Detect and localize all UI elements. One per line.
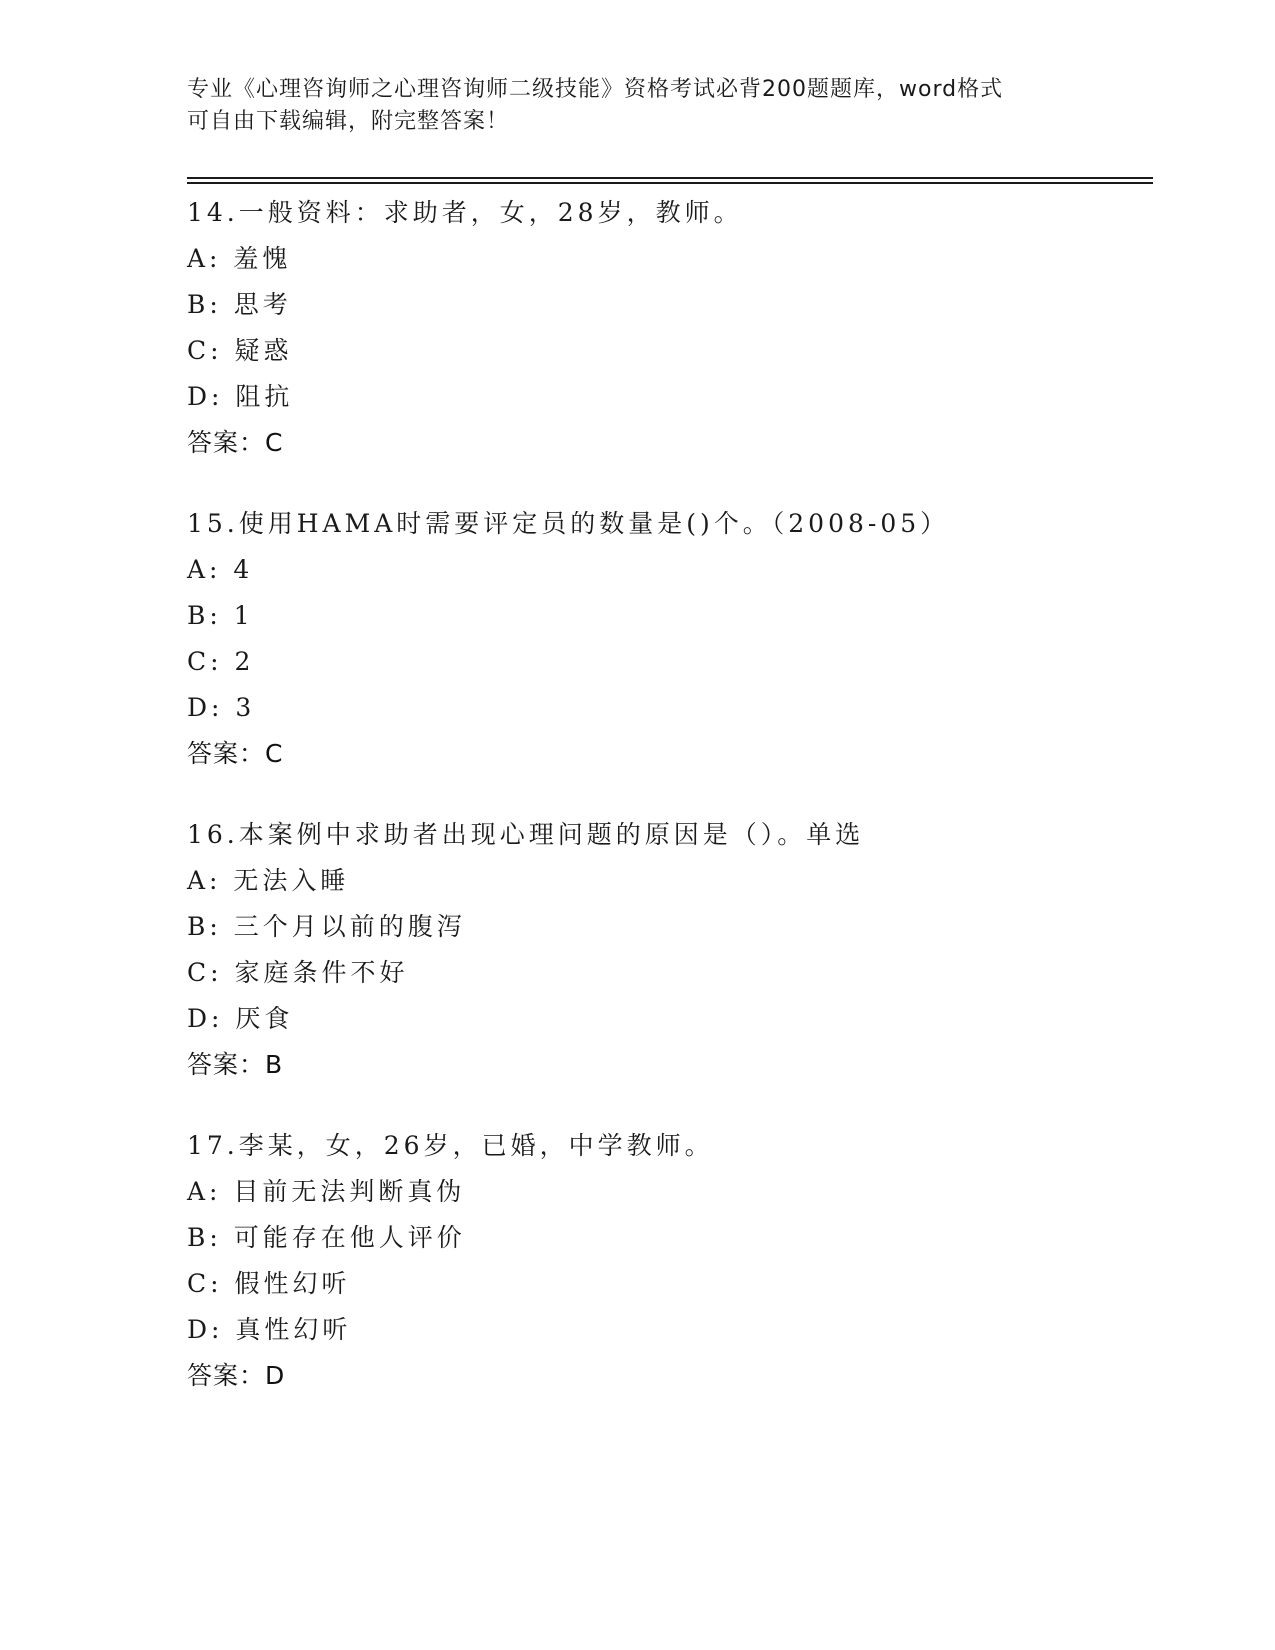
answer-line: 答案：C <box>187 739 284 768</box>
header-line-2: 可自由下载编辑，附完整答案！ <box>187 109 510 134</box>
document-header <box>187 74 1087 138</box>
option-a: A: 4 <box>187 555 254 584</box>
question-15 <box>187 501 1153 777</box>
question-16 <box>187 812 1153 1088</box>
header-divider-bottom <box>187 182 1153 184</box>
option-a: A: 羞愧 <box>187 244 292 273</box>
question-stem: 16.本案例中求助者出现心理问题的原因是（）。单选 <box>187 820 865 849</box>
question-stem: 17.李某，女，26岁，已婚，中学教师。 <box>187 1131 714 1160</box>
question-14 <box>187 190 1153 466</box>
option-a: A: 目前无法判断真伪 <box>187 1177 466 1206</box>
option-d: D: 阻抗 <box>187 382 294 411</box>
question-17 <box>187 1123 1153 1399</box>
option-b: B: 可能存在他人评价 <box>187 1223 466 1252</box>
option-b: B: 1 <box>187 601 254 630</box>
question-stem: 15.使用HAMA时需要评定员的数量是()个。（2008-05） <box>187 509 950 538</box>
option-b: B: 三个月以前的腹泻 <box>187 912 466 941</box>
question-stem: 14.一般资料：求助者，女，28岁，教师。 <box>187 198 743 227</box>
header-line-1: 专业《心理咨询师之心理咨询师二级技能》资格考试必背200题题库，word格式 <box>187 77 1004 102</box>
option-d: D: 3 <box>187 693 256 722</box>
option-b: B: 思考 <box>187 290 292 319</box>
answer-line: 答案：C <box>187 428 284 457</box>
question-list <box>187 190 1153 1434</box>
option-d: D: 厌食 <box>187 1004 294 1033</box>
answer-line: 答案：D <box>187 1361 286 1390</box>
option-a: A: 无法入睡 <box>187 866 350 895</box>
option-c: C: 疑惑 <box>187 336 293 365</box>
answer-line: 答案：B <box>187 1050 284 1079</box>
option-c: C: 家庭条件不好 <box>187 958 409 987</box>
option-c: C: 假性幻听 <box>187 1269 351 1298</box>
option-c: C: 2 <box>187 647 255 676</box>
header-divider-top <box>187 177 1153 179</box>
option-d: D: 真性幻听 <box>187 1315 352 1344</box>
